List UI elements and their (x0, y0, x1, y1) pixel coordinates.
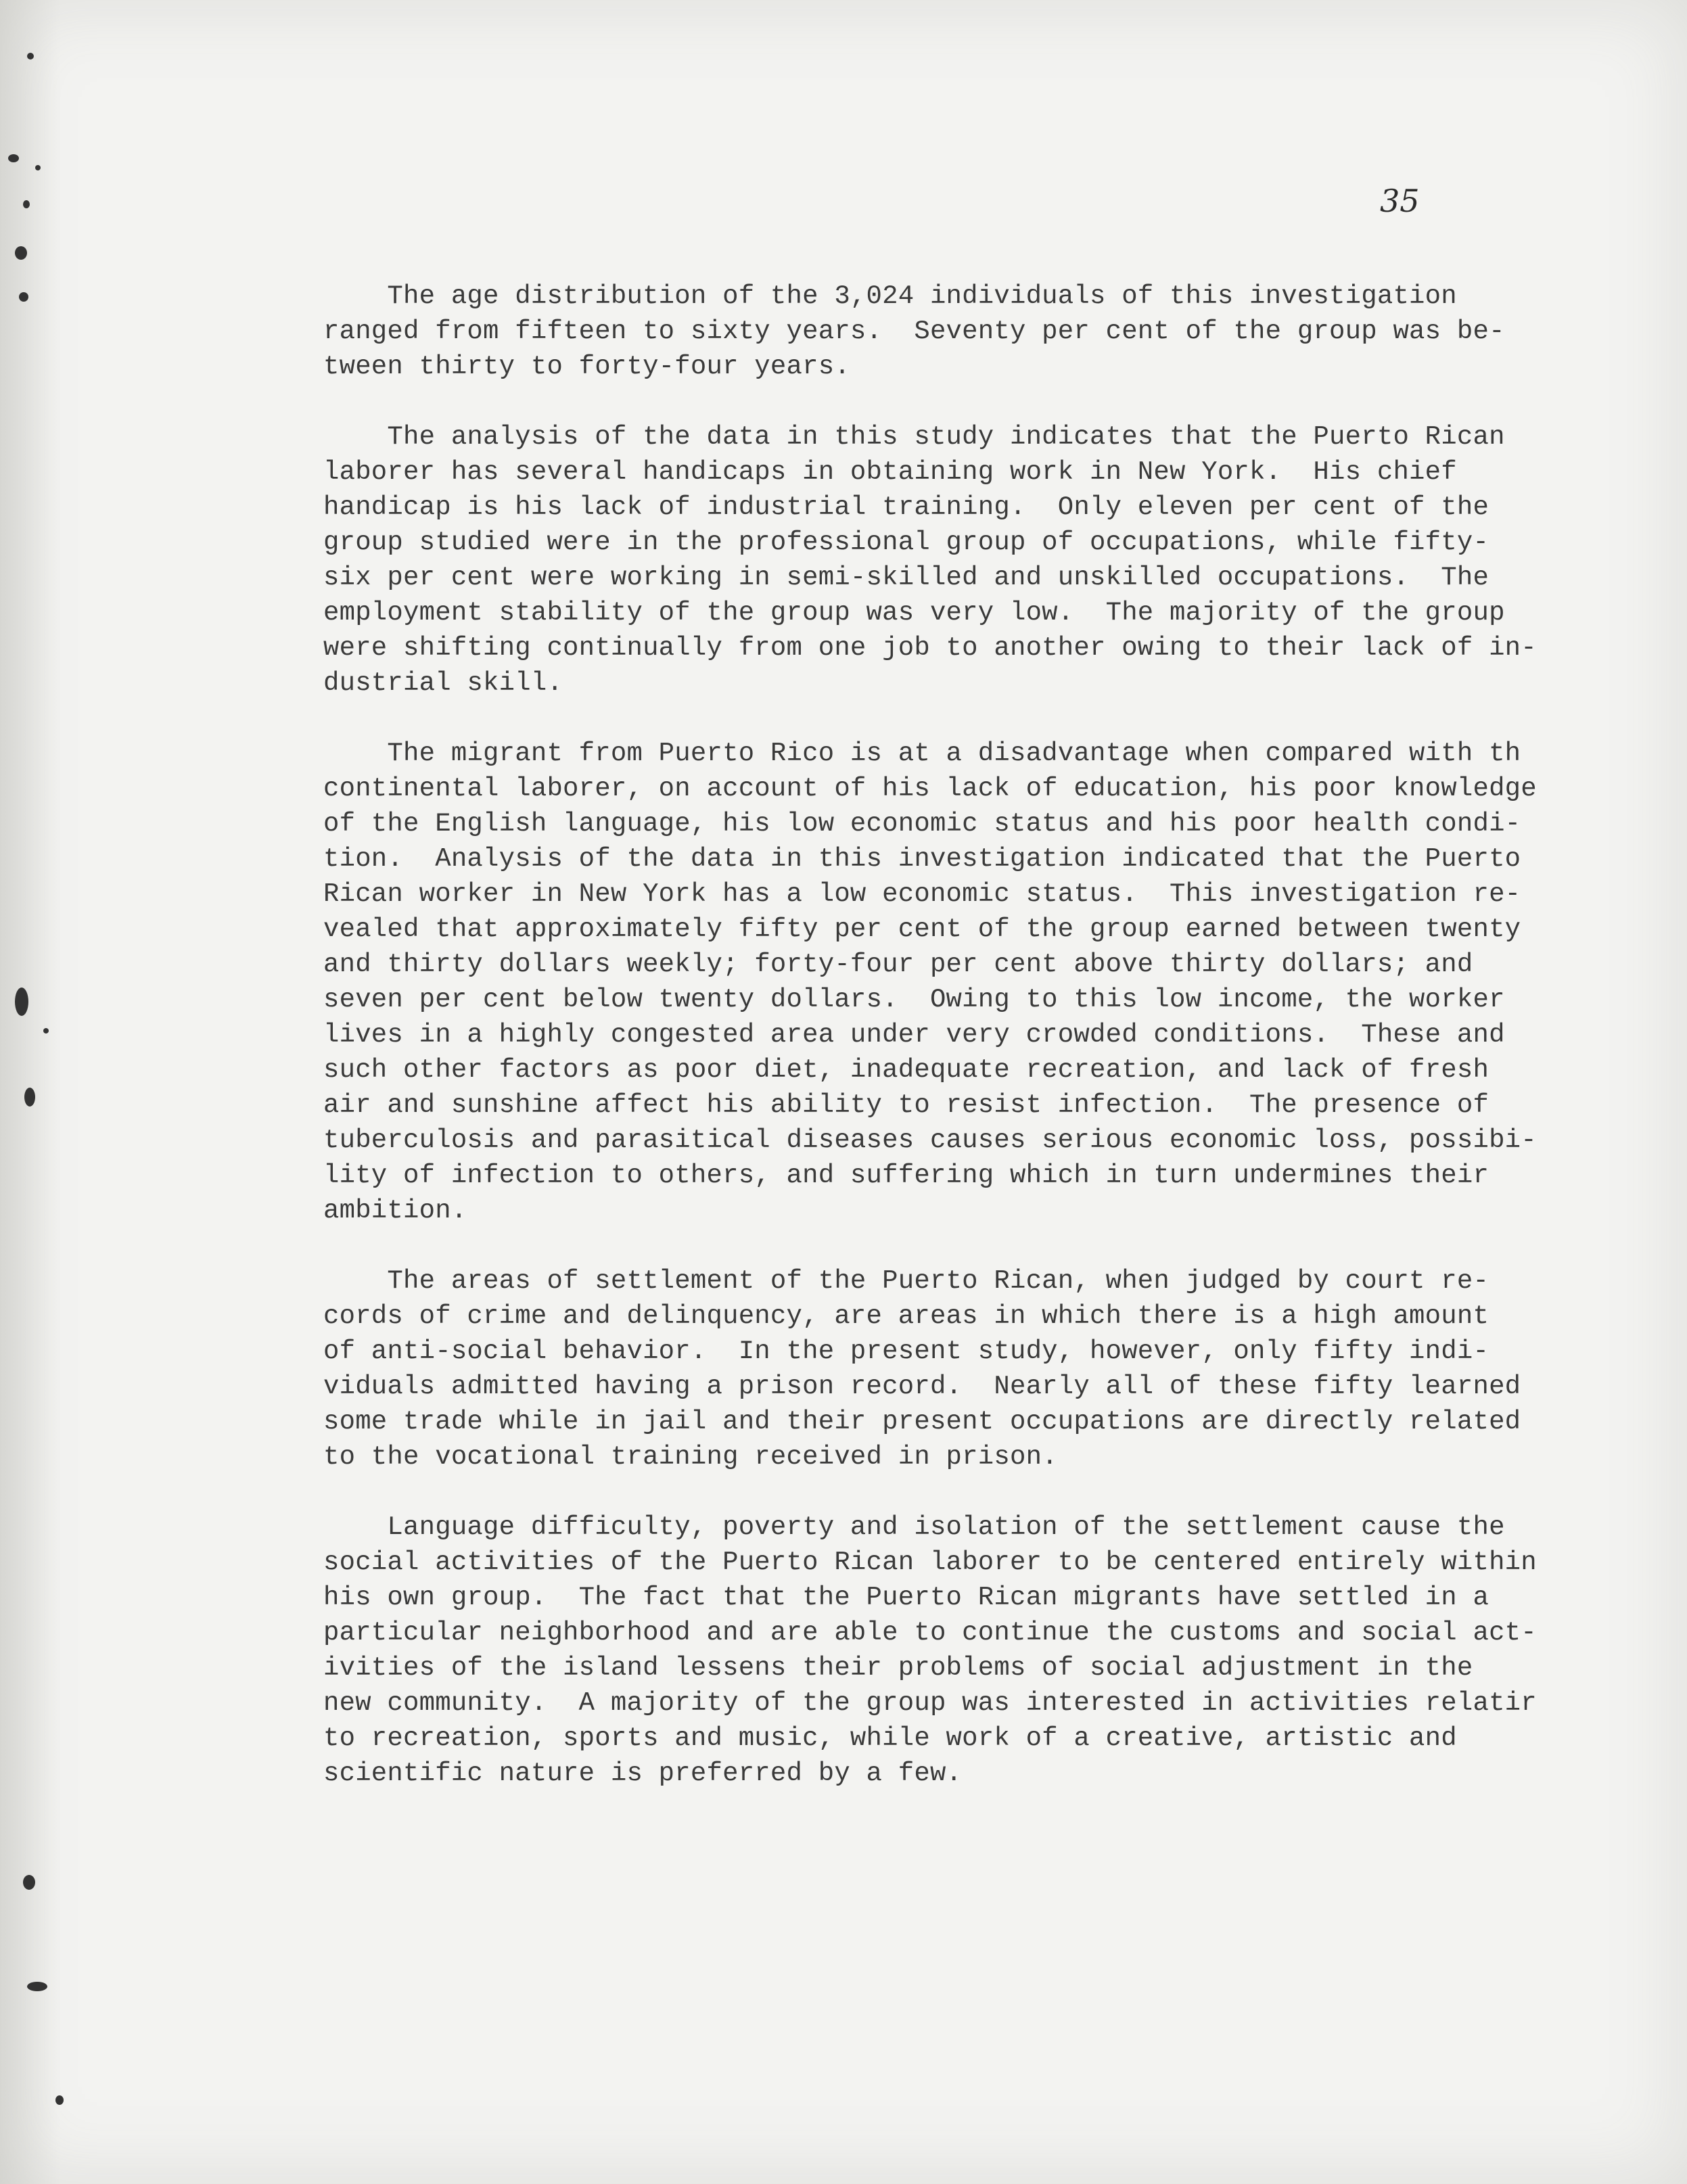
text-line: ranged from fifteen to sixty years. Seventy per cent of the group was be- (323, 317, 1505, 346)
text-line: cords of crime and delinquency, are areas in which there is a high amount (323, 1301, 1489, 1331)
text-line: The age distribution of the 3,024 individuals of this investigation (323, 281, 1457, 311)
paragraph (323, 1510, 1642, 1791)
text-line: air and sunshine affect his ability to resist infection. The presence of (323, 1090, 1489, 1120)
text-line: tuberculosis and parasitical diseases causes serious economic loss, possibi- (323, 1125, 1537, 1155)
text-line: Rican worker in New York has a low economic status. This investigation re- (323, 879, 1521, 909)
text-line: laborer has several handicaps in obtaining work in New York. His chief (323, 457, 1457, 487)
text-line: tween thirty to forty-four years. (323, 352, 850, 381)
text-line: seven per cent below twenty dollars. Owing to this low income, the worker (323, 985, 1505, 1015)
text-line: ambition. (323, 1196, 467, 1226)
text-line: to the vocational training received in prison. (323, 1442, 1058, 1472)
text-line: of anti-social behavior. In the present study, however, only fifty indi- (323, 1337, 1489, 1366)
text-line: The analysis of the data in this study indicates that the Puerto Rican (323, 422, 1505, 452)
text-line: The migrant from Puerto Rico is at a disadvantage when compared with th (323, 739, 1521, 768)
binding-hole-mark (23, 200, 30, 208)
binding-hole-mark (55, 2095, 64, 2105)
binding-hole-mark (15, 246, 27, 260)
text-line: handicap is his lack of industrial training. Only eleven per cent of the (323, 492, 1489, 522)
text-line: his own group. The fact that the Puerto Rican migrants have settled in a (323, 1583, 1489, 1612)
binding-hole-mark (15, 988, 28, 1016)
binding-hole-mark (43, 1028, 49, 1033)
text-line: dustrial skill. (323, 668, 563, 698)
text-line: some trade while in jail and their present occupations are directly related (323, 1407, 1521, 1437)
text-line: viduals admitted having a prison record. Nearly all of these fifty learned (323, 1372, 1521, 1401)
binding-hole-mark (24, 1088, 35, 1107)
text-line: vealed that approximately fifty per cent of the group earned between twenty (323, 914, 1521, 944)
text-line: Language difficulty, poverty and isolation of the settlement cause the (323, 1512, 1505, 1542)
paragraph (323, 736, 1642, 1228)
text-line: lity of infection to others, and suffering which in turn undermines their (323, 1161, 1489, 1190)
paragraph (323, 419, 1642, 701)
text-line: employment stability of the group was very low. The majority of the group (323, 598, 1505, 628)
binding-hole-mark (8, 154, 19, 162)
binding-hole-mark (27, 53, 34, 60)
paragraph (323, 279, 1642, 384)
text-line: social activities of the Puerto Rican laborer to be centered entirely within (323, 1548, 1537, 1577)
text-line: continental laborer, on account of his lack of education, his poor knowledge (323, 774, 1537, 804)
text-line: scientific nature is preferred by a few. (323, 1759, 963, 1788)
text-line: six per cent were working in semi-skilled and unskilled occupations. The (323, 563, 1489, 593)
text-line: new community. A majority of the group was interested in activities relatir (323, 1688, 1537, 1718)
binding-hole-mark (27, 1982, 47, 1991)
text-line: and thirty dollars weekly; forty-four per cent above thirty dollars; and (323, 950, 1473, 979)
page-number: 35 (1380, 183, 1420, 219)
binding-hole-mark (23, 1875, 35, 1890)
text-line: lives in a highly congested area under very crowded conditions. These and (323, 1020, 1505, 1050)
text-line: tion. Analysis of the data in this investigation indicated that the Puerto (323, 844, 1521, 874)
binding-hole-mark (19, 292, 28, 302)
text-line: particular neighborhood and are able to continue the customs and social act- (323, 1618, 1537, 1648)
binding-hole-mark (35, 165, 41, 170)
text-line: of the English language, his low economic status and his poor health condi- (323, 809, 1521, 839)
text-line: ivities of the island lessens their problems of social adjustment in the (323, 1653, 1473, 1683)
text-line: such other factors as poor diet, inadequate recreation, and lack of fresh (323, 1055, 1489, 1085)
text-line: The areas of settlement of the Puerto Rican, when judged by court re- (323, 1266, 1489, 1296)
text-line: group studied were in the professional group of occupations, while fifty- (323, 528, 1489, 557)
text-line: to recreation, sports and music, while work of a creative, artistic and (323, 1723, 1457, 1753)
text-line: were shifting continually from one job to another owing to their lack of in- (323, 633, 1537, 663)
body-text (323, 279, 1642, 1826)
paragraph (323, 1263, 1642, 1474)
